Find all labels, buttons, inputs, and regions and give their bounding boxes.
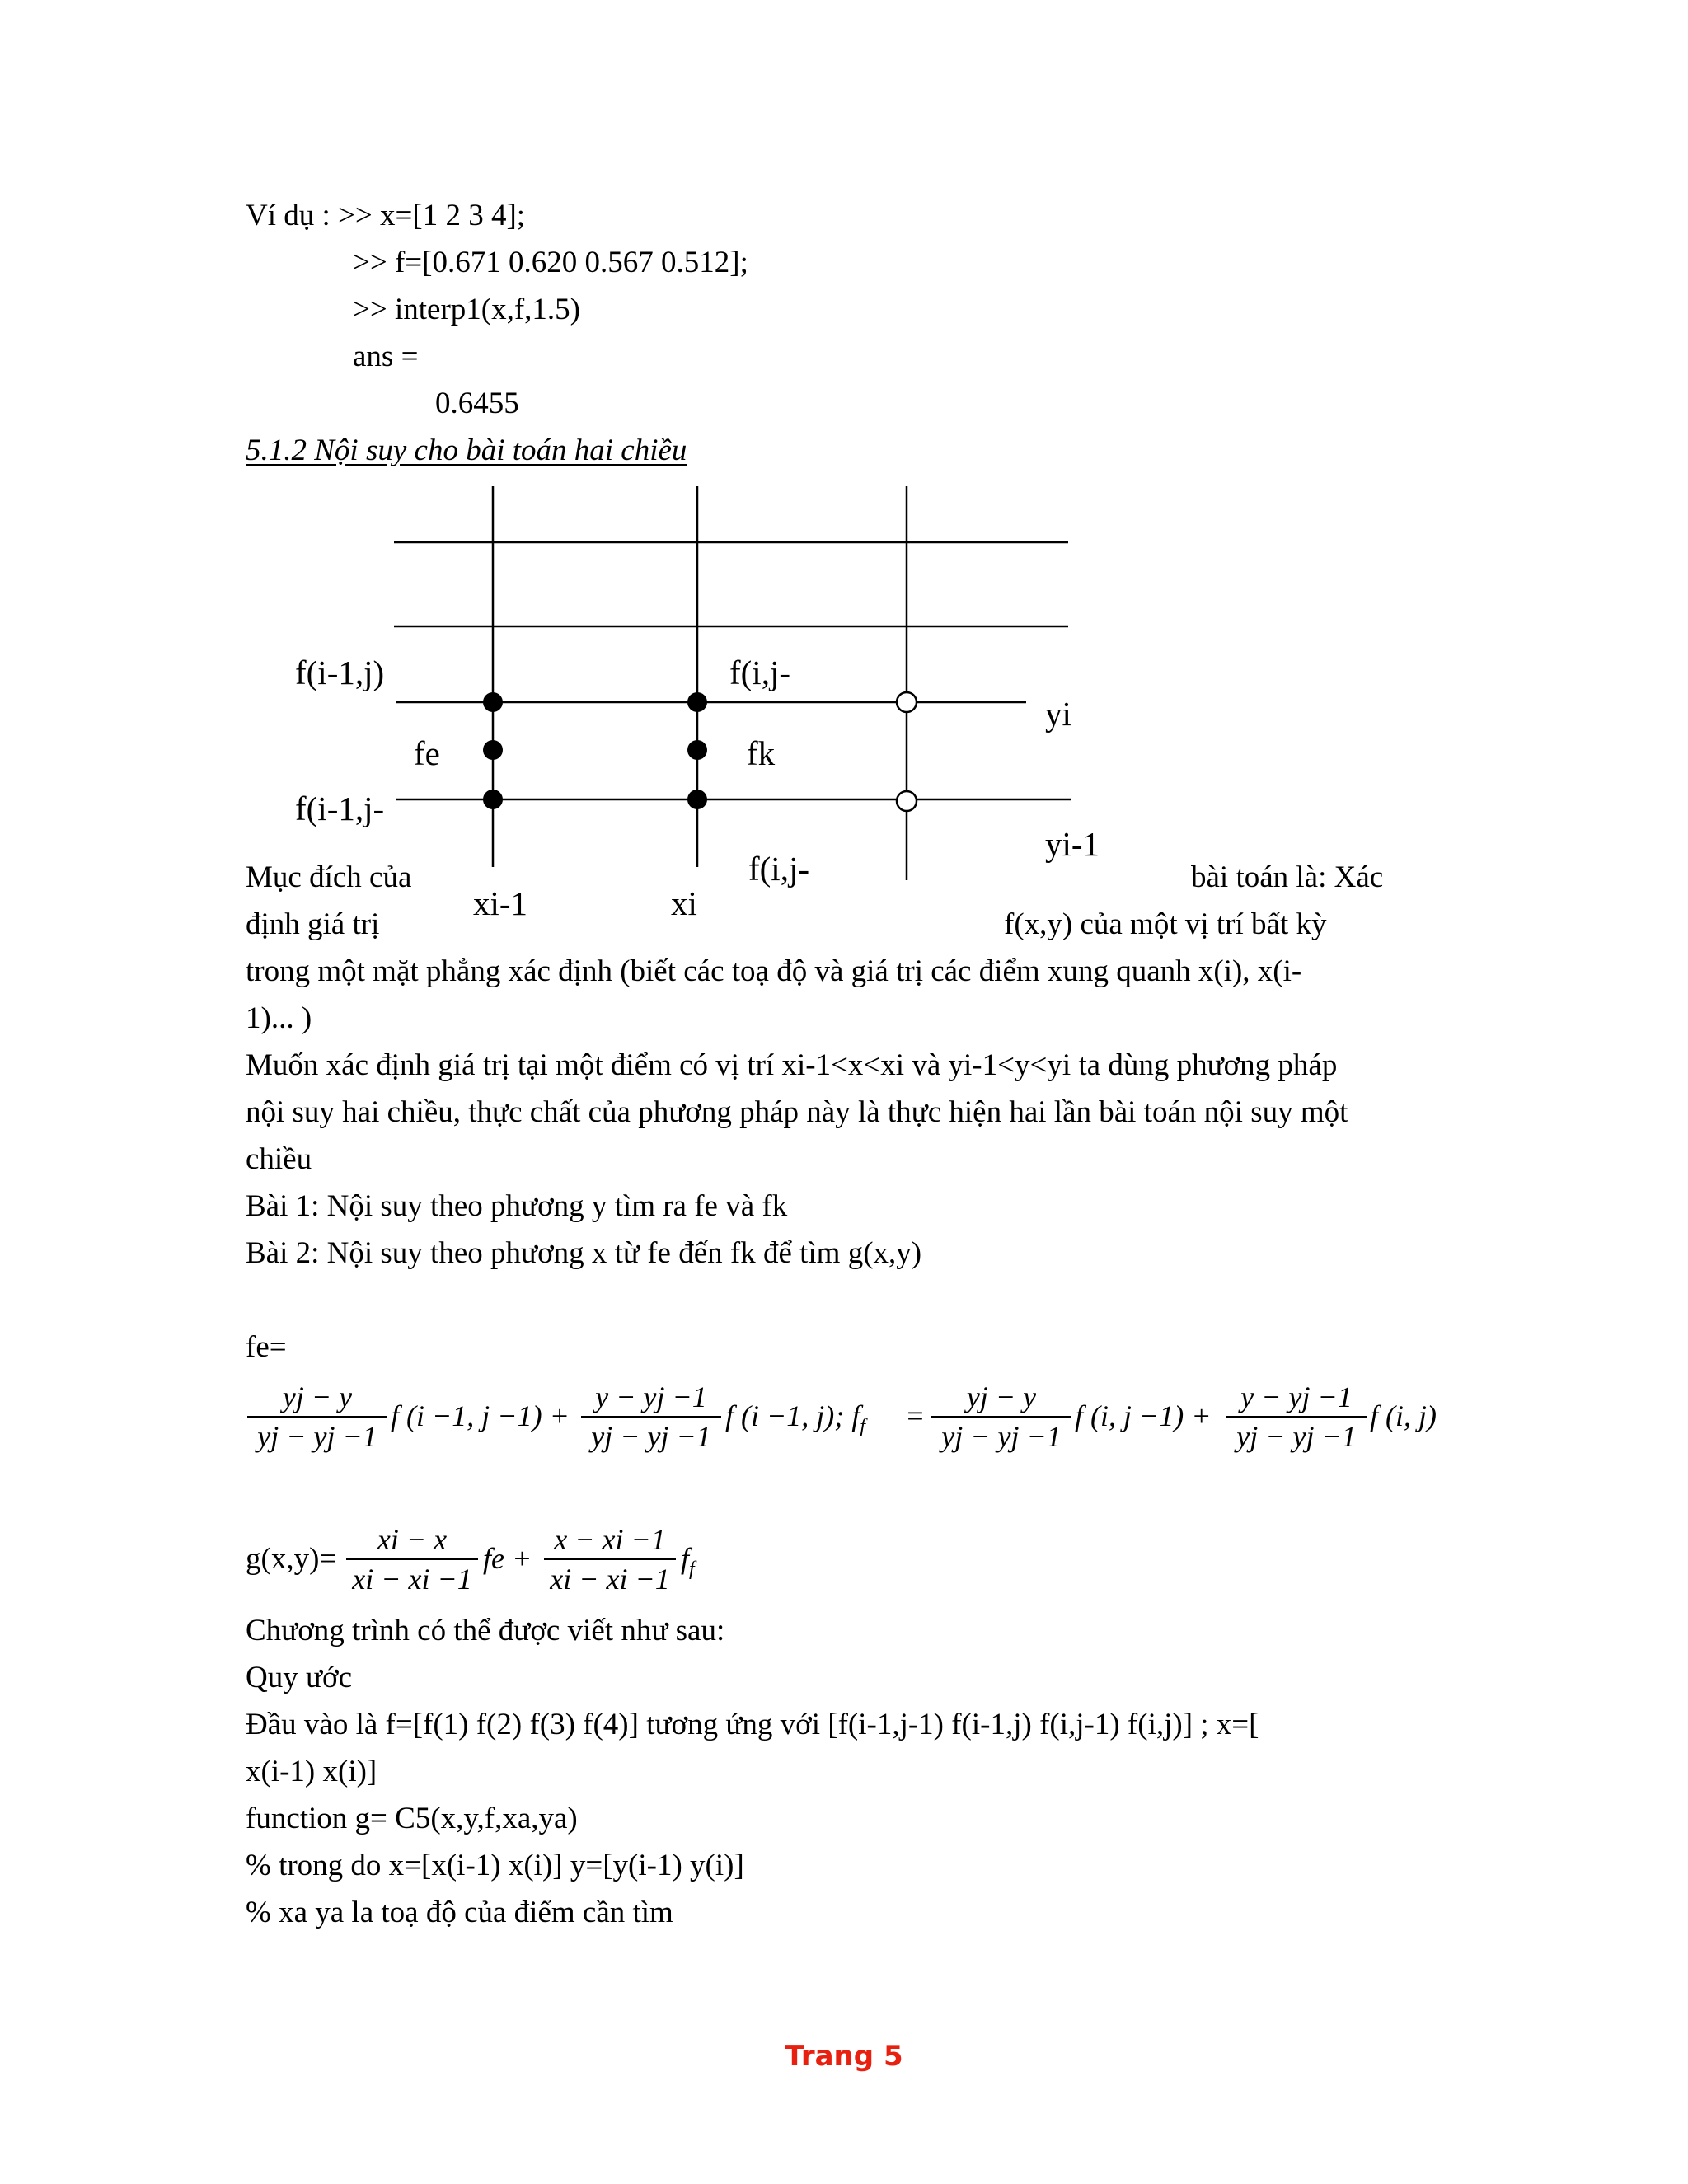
program-line-2: Quy ước [246, 1661, 353, 1694]
label-f-i-j-bottom: f(i,j- [748, 850, 809, 888]
formula1-frac1 [247, 1378, 387, 1455]
label-fk: fk [747, 734, 776, 772]
formula1-frac1-num: yj − y [247, 1378, 387, 1418]
formula1-frac2-num: y − yj −1 [581, 1378, 721, 1418]
para1-part-c: định giá trị [246, 907, 380, 941]
formula2-term1: fe + [483, 1542, 532, 1575]
label-fe: fe [414, 734, 440, 772]
para2-line-1: Muốn xác định giá trị tại một điểm có vị trí xi-1<x<xi và yi-1<y<yi ta dùng phương pháp [246, 1048, 1338, 1082]
formula2-term2-sub: f [689, 1558, 695, 1580]
formula1-frac2-den: yj − yj −1 [591, 1420, 711, 1453]
section-heading: 5.1.2 Nội suy cho bài toán hai chiều [246, 434, 687, 467]
label-f-i1-j: f(i-1,j) [295, 654, 385, 691]
formula1-frac3 [931, 1378, 1071, 1455]
para1-part-b: bài toán là: Xác [1191, 860, 1384, 894]
formula2-frac1-num: xi − x [346, 1521, 478, 1560]
label-xi: xi [671, 884, 697, 922]
formula1-frac4 [1226, 1378, 1367, 1455]
program-line-1: Chương trình có thể được viết như sau: [246, 1614, 725, 1647]
formula1-frac4-num: y − yj −1 [1226, 1378, 1367, 1418]
label-f-i1-j1: f(i-1,j- [295, 790, 385, 827]
formula1-equals: = [905, 1399, 926, 1432]
formula2-label: g(x,y)= [246, 1542, 337, 1576]
para2-line-2: nội suy hai chiều, thực chất của phương pháp này là thực hiện hai lần bài toán nội suy một [246, 1095, 1348, 1129]
label-f-i-j-top: f(i,j- [729, 654, 790, 691]
formula1-term3: f (i, j −1) + [1075, 1399, 1212, 1432]
program-line-3: Đầu vào là f=[f(1) f(2) f(3) f(4)] tương ứng với [f(i-1,j-1) f(i-1,j) f(i,j-1) f(i,j)] ; x=[ [246, 1708, 1259, 1741]
para1-part-a: Mục đích của [246, 860, 412, 894]
example-line-4: ans = [353, 340, 419, 373]
point-f-i-j [687, 692, 707, 712]
open-point-yi-1 [897, 791, 917, 811]
program-line-5: function g= C5(x,y,f,xa,ya) [246, 1802, 578, 1835]
formula2-frac2-den: xi − xi −1 [550, 1563, 670, 1596]
formula1-term2-text: f (i −1, j); f [725, 1399, 860, 1432]
formula1-label: fe= [246, 1330, 287, 1364]
program-line-7: % xa ya la toạ độ của điểm cần tìm [246, 1896, 673, 1929]
point-fk [687, 740, 707, 760]
point-f-i1-j [483, 692, 503, 712]
para1-part-d: f(x,y) của một vị trí bất kỳ [1004, 907, 1327, 941]
example-line-3: >> interp1(x,f,1.5) [353, 293, 581, 326]
para2-line-3: chiều [246, 1142, 312, 1176]
label-xi-1: xi-1 [473, 884, 528, 922]
formula1-frac2 [581, 1378, 721, 1455]
program-line-4: x(i-1) x(i)] [246, 1755, 377, 1788]
formula2-frac2 [544, 1521, 676, 1598]
formula1-term1: f (i −1, j −1) + [391, 1399, 570, 1432]
point-f-i1-j1 [483, 790, 503, 809]
formula1-frac3-num: yj − y [931, 1378, 1071, 1418]
page-number: Trang 5 [785, 2040, 903, 2073]
example-line-2: >> f=[0.671 0.620 0.567 0.512]; [353, 246, 748, 279]
step-2: Bài 2: Nội suy theo phương x từ fe đến fk để tìm g(x,y) [246, 1236, 922, 1270]
formula2-term2-text: f [681, 1542, 690, 1575]
label-yi-1: yi-1 [1045, 825, 1100, 863]
point-fe [483, 740, 503, 760]
label-yi: yi [1045, 695, 1071, 733]
grid-diagram [0, 0, 1688, 989]
para1-line-3: trong một mặt phẳng xác định (biết các toạ độ và giá trị các điểm xung quanh x(i), x(i- [246, 954, 1302, 988]
formula2-frac2-num: x − xi −1 [544, 1521, 676, 1560]
formula1-term2-sub: f [860, 1416, 865, 1437]
formula2-frac1-den: xi − xi −1 [352, 1563, 472, 1596]
formula1-term4: f (i, j) [1370, 1399, 1437, 1432]
formula2-frac1 [346, 1521, 478, 1598]
example-result: 0.6455 [435, 387, 519, 420]
formula1-frac3-den: yj − yj −1 [941, 1420, 1062, 1453]
point-f-i-j1 [687, 790, 707, 809]
formula1-frac4-den: yj − yj −1 [1236, 1420, 1357, 1453]
para1-line-4: 1)... ) [246, 1001, 312, 1035]
program-line-6: % trong do x=[x(i-1) x(i)] y=[y(i-1) y(i)] [246, 1849, 744, 1882]
formula1-term2 [725, 1397, 865, 1446]
step-1: Bài 1: Nội suy theo phương y tìm ra fe và fk [246, 1189, 788, 1223]
formula2-term2 [681, 1540, 695, 1588]
example-line-1: Ví dụ : >> x=[1 2 3 4]; [246, 199, 526, 232]
open-point-yi [897, 692, 917, 712]
formula1-frac1-den: yj − yj −1 [257, 1420, 377, 1453]
